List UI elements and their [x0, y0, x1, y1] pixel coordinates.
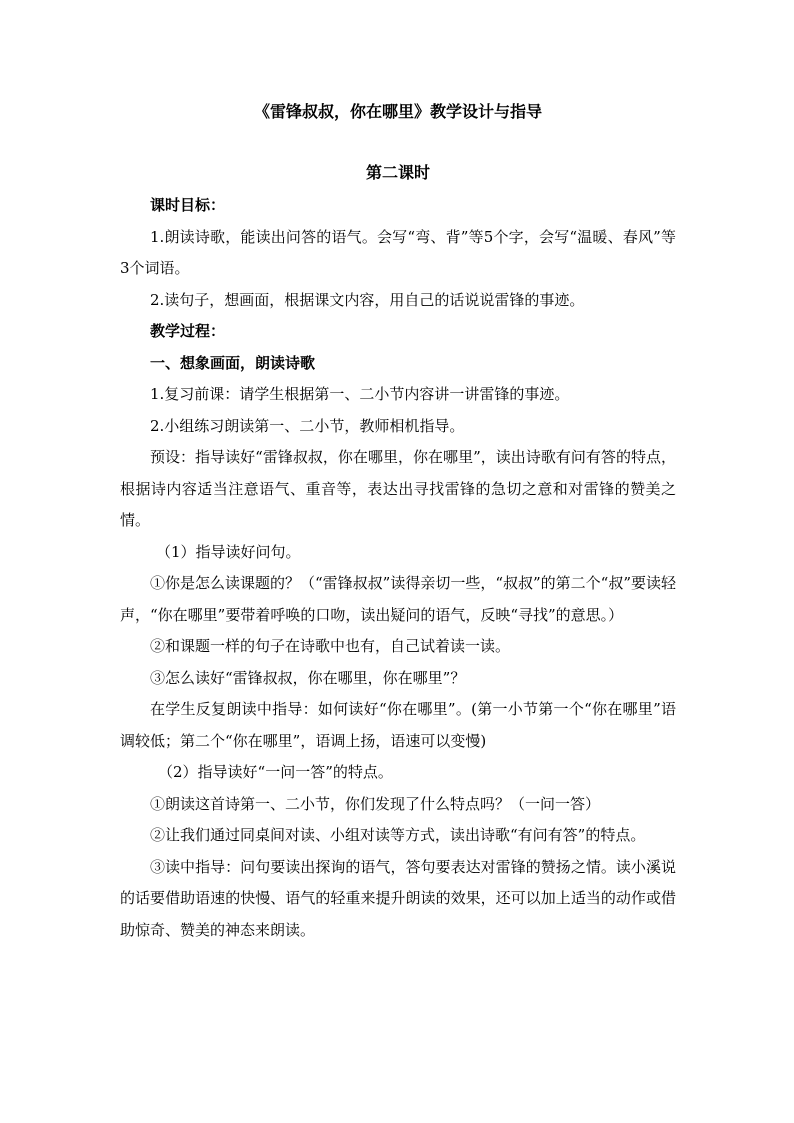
body-paragraph: （1）指导读好问句。 [156, 542, 301, 561]
section-heading-process: 教学过程： [150, 322, 226, 340]
section-heading-goals: 课时目标： [150, 196, 226, 214]
body-paragraph: ③怎么读好“雷锋叔叔，你在哪里，你在哪里”？ [150, 668, 466, 687]
document-body [120, 190, 676, 946]
body-paragraph: ①朗读这首诗第一、二小节，你们发现了什么特点吗？（一问一答） [150, 794, 601, 813]
body-paragraph: ①你是怎么读课题的？（“雷锋叔叔”读得亲切一些，“叔叔”的第二个“叔”要读轻声，“你在哪里”要带着呼唤的口吻，读出疑问的语气，反映“寻找”的意思。） [120, 574, 677, 624]
goal-paragraph: 2.读句子，想画面，根据课文内容，用自己的话说说雷锋的事迹。 [150, 290, 585, 309]
goal-paragraph: 1.朗读诗歌，能读出问答的语气。会写“弯、背”等5个字，会写“温暖、春风”等3个词语。 [120, 227, 676, 277]
body-paragraph: ②让我们通过同桌间对读、小组对读等方式，读出诗歌“有问有答”的特点。 [150, 826, 646, 844]
lesson-subtitle: 第二课时 [365, 163, 430, 182]
body-paragraph: 2.小组练习朗读第一、二小节，教师相机指导。 [150, 416, 465, 435]
document-title: 《雷锋叔叔，你在哪里》教学设计与指导 [253, 102, 542, 121]
body-paragraph: ②和课题一样的句子在诗歌中也有，自己试着读一读。 [150, 637, 511, 655]
body-paragraph: （2）指导读好“一问一答”的特点。 [158, 763, 393, 781]
body-paragraph: 预设：指导读好“雷锋叔叔，你在哪里，你在哪里”，读出诗歌有问有答的特点，根据诗内容适当注意语气、重音等，表达出寻找雷锋的急切之意和对雷锋的赞美之情。 [120, 448, 676, 529]
body-paragraph: 1.复习前课：请学生根据第一、二小节内容讲一讲雷锋的事迹。 [150, 385, 570, 403]
body-paragraph: ③读中指导：问句要读出探询的语气，答句要表达对雷锋的赞扬之情。读小溪说的话要借助语速的快慢、语气的轻重来提升朗读的效果，还可以加上适当的动作或借助惊奇、赞美的神态来朗读。 [120, 857, 676, 939]
step-heading: 一、想象画面，朗读诗歌 [150, 353, 316, 372]
body-paragraph: 在学生反复朗读中指导：如何读好“你在哪里”。(第一小节第一个“你在哪里”语调较低；第二个“你在哪里”，语调上扬，语速可以变慢) [120, 700, 676, 750]
